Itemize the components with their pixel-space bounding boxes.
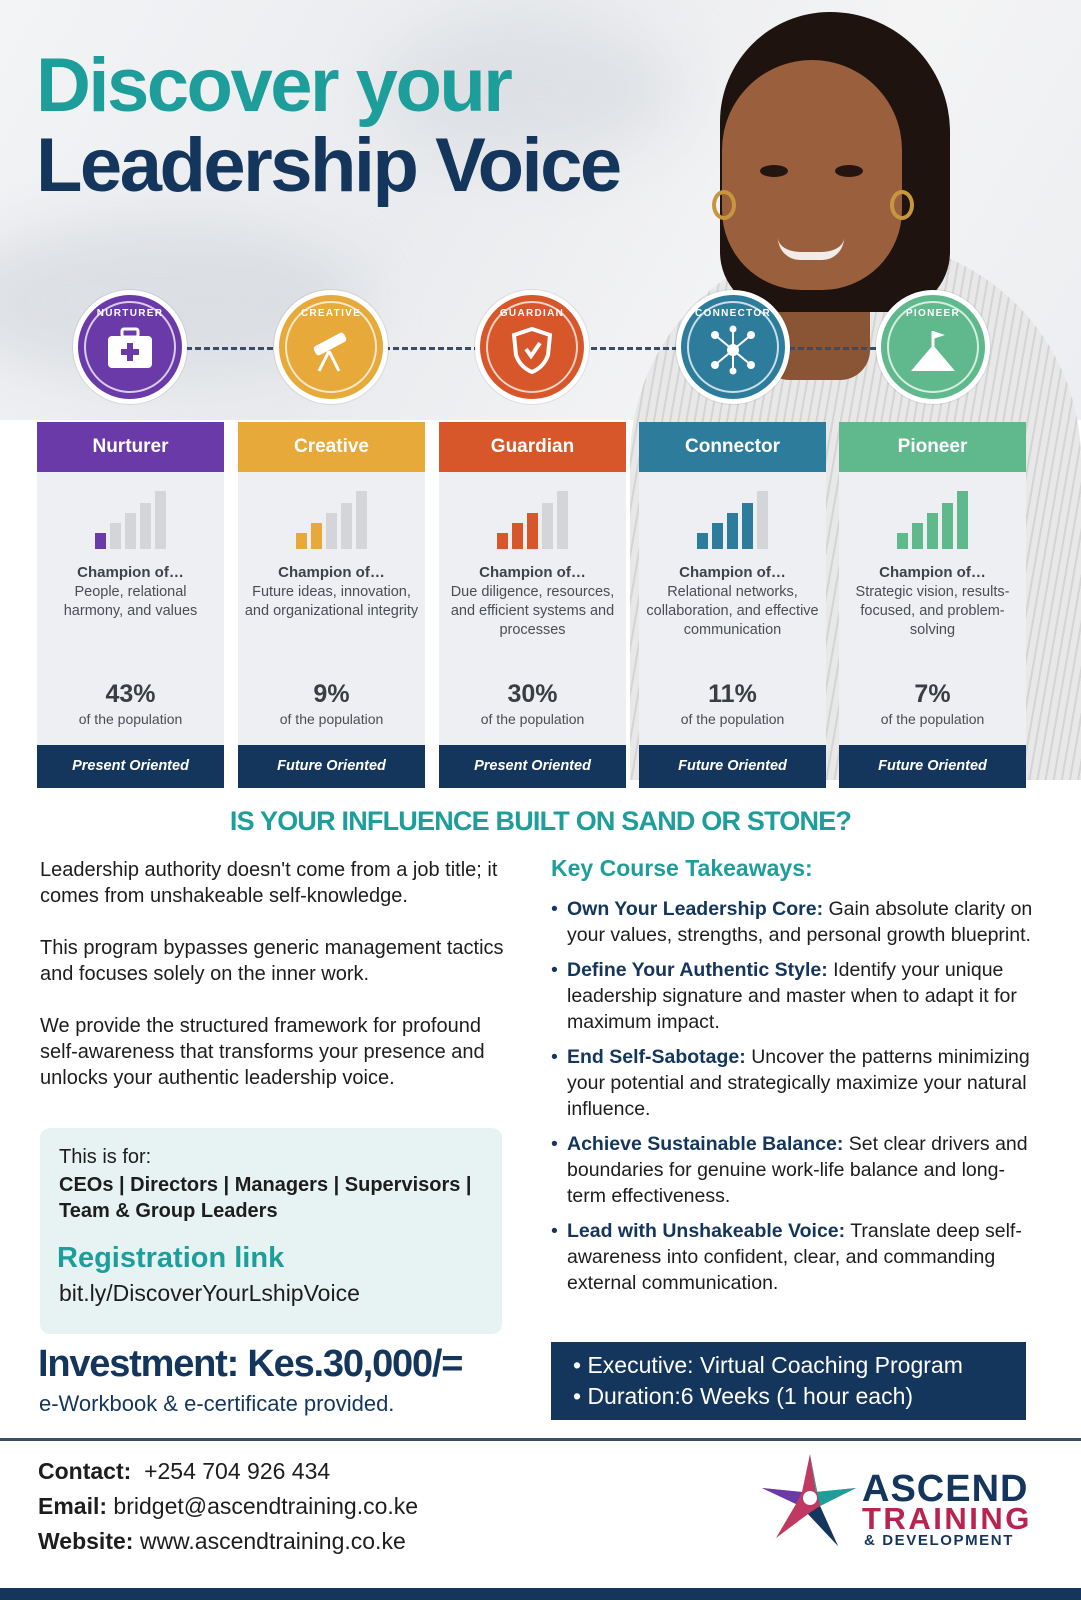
level-bar <box>742 503 753 549</box>
audience-list: CEOs | Directors | Managers | Supervisors | Team & Group Leaders <box>59 1174 472 1222</box>
intro-paragraph: Leadership authority doesn't come from a job title; it comes from unshakeable self-knowledge. <box>40 859 498 907</box>
creative-badge: CREATIVE <box>274 290 388 404</box>
level-bar <box>897 533 908 549</box>
orientation-label: Present Oriented <box>37 745 224 788</box>
level-bar <box>311 523 322 549</box>
champion-label: Champion of… <box>679 564 786 581</box>
orientation-label: Future Oriented <box>639 745 826 788</box>
population-percent: 43% <box>105 680 156 708</box>
orientation-label: Future Oriented <box>839 745 1026 788</box>
level-bar <box>110 523 121 549</box>
level-bars <box>497 489 569 549</box>
population-label: of the population <box>78 711 183 727</box>
mountain-flag-icon <box>905 325 961 375</box>
registration-link[interactable]: bit.ly/DiscoverYourLshipVoice <box>59 1280 360 1306</box>
population-percent: 9% <box>313 680 350 708</box>
style-card-connector <box>639 422 826 788</box>
population-label: of the population <box>880 711 985 727</box>
key-takeaways <box>551 855 1041 1305</box>
guardian-badge: GUARDIAN <box>475 290 589 404</box>
page-title-line2: Leadership Voice <box>36 123 620 208</box>
level-bar <box>527 513 538 549</box>
level-bar <box>125 513 136 549</box>
level-bar <box>957 491 968 549</box>
logo-line1: ASCEND <box>862 1468 1029 1510</box>
level-bar <box>356 491 367 549</box>
champion-description: Due diligence, resources, and efficient systems and processes <box>450 584 615 638</box>
email-address[interactable]: bridget@ascendtraining.co.ke <box>113 1493 419 1519</box>
champion-description: People, relational harmony, and values <box>63 584 198 619</box>
nurturer-badge: NURTURER <box>73 290 187 404</box>
style-card-nurturer <box>37 422 224 788</box>
champion-description: Relational networks, collaboration, and effective communication <box>646 584 819 638</box>
program-duration: • Duration:6 Weeks (1 hour each) <box>573 1383 914 1409</box>
level-bar <box>942 503 953 549</box>
takeaways-list <box>551 896 1041 1296</box>
registration-label: Registration link <box>57 1242 285 1274</box>
audience-label: This is for: <box>59 1146 152 1168</box>
pioneer-badge: PIONEER <box>876 290 990 404</box>
level-bar <box>512 523 523 549</box>
level-bar <box>155 491 166 549</box>
page-title-line1: Discover your <box>36 43 511 128</box>
audience-box <box>40 1128 502 1334</box>
level-bars <box>95 489 167 549</box>
level-bars <box>296 489 368 549</box>
website-label: Website: <box>38 1528 134 1554</box>
takeaways-title: Key Course Takeaways: <box>551 855 813 881</box>
telescope-icon <box>303 325 359 375</box>
champion-description: Strategic vision, results-focused, and problem-solving <box>855 584 1010 638</box>
bottom-strip <box>0 1588 1081 1600</box>
style-card-pioneer <box>839 422 1026 788</box>
level-bar <box>912 523 923 549</box>
population-label: of the population <box>480 711 585 727</box>
champion-label: Champion of… <box>278 564 385 581</box>
first-aid-kit-icon <box>102 325 158 375</box>
population-label: of the population <box>680 711 785 727</box>
takeaway-item: • Define Your Authentic Style: Identify your unique leadership signature and master when to adapt it for maximum impact. <box>551 959 1017 1033</box>
connector-badge: CONNECTOR <box>676 290 790 404</box>
takeaway-item: • Achieve Sustainable Balance: Set clear drivers and boundaries for genuine work-life balance and long-term effectiveness. <box>551 1133 1028 1207</box>
program-type: • Executive: Virtual Coaching Program <box>573 1352 963 1378</box>
takeaway-item: • Own Your Leadership Core: Gain absolute clarity on your values, strengths, and personal growth blueprint. <box>551 898 1033 946</box>
population-percent: 11% <box>708 680 757 708</box>
level-bars <box>897 489 969 549</box>
style-card-creative <box>238 422 425 788</box>
level-bars <box>697 489 769 549</box>
population-percent: 30% <box>507 680 558 708</box>
level-bar <box>757 491 768 549</box>
section-heading: IS YOUR INFLUENCE BUILT ON SAND OR STONE? <box>229 806 852 836</box>
card-title: Pioneer <box>839 422 1026 472</box>
level-bar <box>727 513 738 549</box>
level-bar <box>326 513 337 549</box>
card-title: Guardian <box>439 422 626 472</box>
level-bar <box>296 533 307 549</box>
level-bar <box>95 533 106 549</box>
company-logo <box>758 1448 1048 1558</box>
takeaway-item: • End Self-Sabotage: Uncover the patterns minimizing your potential and strategically maximize your natural influence. <box>551 1046 1030 1120</box>
champion-description: Future ideas, innovation, and organizational integrity <box>244 584 419 619</box>
champion-label: Champion of… <box>77 564 184 581</box>
intro-paragraph: This program bypasses generic management tactics and focuses solely on the inner work. <box>40 937 504 985</box>
level-bar <box>697 533 708 549</box>
orientation-label: Future Oriented <box>238 745 425 788</box>
intro-text <box>40 857 510 1117</box>
level-bar <box>927 513 938 549</box>
level-bar <box>542 503 553 549</box>
level-bar <box>341 503 352 549</box>
population-label: of the population <box>279 711 384 727</box>
shield-icon <box>504 325 560 375</box>
network-icon <box>705 325 761 375</box>
intro-paragraph: We provide the structured framework for profound self-awareness that transforms your presence and unlocks your authentic leadership voice. <box>40 1015 485 1089</box>
star-people-logo-icon <box>758 1448 862 1552</box>
website-url[interactable]: www.ascendtraining.co.ke <box>139 1528 406 1554</box>
card-title: Connector <box>639 422 826 472</box>
champion-label: Champion of… <box>879 564 986 581</box>
logo-line2: TRAINING <box>862 1501 1032 1536</box>
logo-line3: & DEVELOPMENT <box>864 1532 1014 1549</box>
email-label: Email: <box>38 1493 108 1519</box>
phone-label: Contact: <box>38 1458 132 1484</box>
style-card-guardian <box>439 422 626 788</box>
contact-info <box>38 1454 418 1559</box>
population-percent: 7% <box>914 680 951 708</box>
takeaway-item: • Lead with Unshakeable Voice: Translate deep self-awareness into confident, clear, and commanding external communication. <box>551 1220 1022 1294</box>
footer-divider <box>0 1438 1081 1441</box>
level-bar <box>140 503 151 549</box>
card-title: Nurturer <box>37 422 224 472</box>
champion-label: Champion of… <box>479 564 586 581</box>
card-title: Creative <box>238 422 425 472</box>
materials-provided: e-Workbook & e-certificate provided. <box>39 1391 395 1416</box>
investment-price: Investment: Kes.30,000/= <box>38 1343 463 1385</box>
program-info-box <box>551 1342 1026 1420</box>
orientation-label: Present Oriented <box>439 745 626 788</box>
level-bar <box>497 533 508 549</box>
phone-number[interactable]: +254 704 926 434 <box>144 1458 331 1484</box>
level-bar <box>712 523 723 549</box>
level-bar <box>557 491 568 549</box>
